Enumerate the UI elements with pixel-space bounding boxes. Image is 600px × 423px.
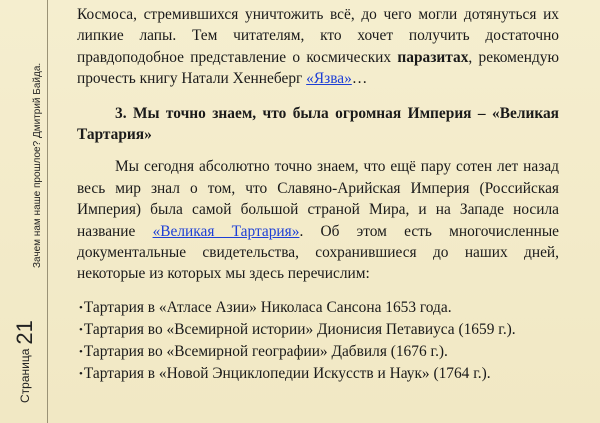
sources-list bbox=[77, 297, 559, 385]
list-item bbox=[79, 341, 559, 363]
bullet: • bbox=[79, 323, 83, 336]
page-word: Страница bbox=[18, 348, 32, 403]
page-content bbox=[77, 4, 559, 385]
paragraph-text: Космоса, стремившихся уничтожить всё, до чего могли дотянуться их липкие лапы. Тем читателям, кто хочет получить достаточно правдоподобное представление о космических bbox=[77, 6, 559, 66]
list-item bbox=[79, 297, 559, 319]
list-item-text: Тартария во «Всемирной географии» Дабвиля (1676 г.). bbox=[83, 342, 448, 360]
list-item-text: Тартария в «Новой Энциклопедии Искусств и Наук» (1764 г.). bbox=[83, 364, 491, 382]
paragraph-text: Мы сегодня абсолютно точно знаем, что ещё пару сотен лет назад весь мир знал о том, что Славяно-Арийская Империя (Российская Империя) была самой большой страной Мира, и на Западе носила название bbox=[77, 158, 559, 240]
page-margin bbox=[0, 0, 46, 423]
book-link-yazva[interactable]: «Язва» bbox=[306, 70, 352, 88]
list-item bbox=[79, 363, 559, 385]
bullet: • bbox=[79, 301, 83, 314]
running-title: Зачем нам наше прошлое? Дмитрий Байда. bbox=[32, 62, 43, 268]
list-item bbox=[79, 319, 559, 341]
link-great-tartaria[interactable]: «Великая Тартария» bbox=[152, 222, 300, 240]
section-heading: 3. Мы точно знаем, что была огромная Империя – «Великая Тартария» bbox=[77, 104, 559, 144]
list-item-text: Тартария в «Атласе Азии» Николаса Сансона 1653 года. bbox=[83, 298, 452, 316]
paragraph-text: , рекомендую прочесть книгу Натали Хеннеберг bbox=[77, 48, 559, 88]
paragraph-text: … bbox=[351, 70, 368, 88]
page-number-label bbox=[12, 320, 38, 403]
paragraph-continuation bbox=[77, 4, 559, 90]
margin-rule bbox=[47, 0, 48, 423]
bold-term: паразитах bbox=[397, 48, 469, 66]
bullet: • bbox=[79, 367, 83, 380]
list-item-text: Тартария во «Всемирной истории» Дионисия Петавиуса (1659 г.). bbox=[83, 320, 516, 338]
page-number: 21 bbox=[12, 320, 37, 345]
bullet: • bbox=[79, 345, 83, 358]
paragraph-text: . Об этом есть многочисленные документальные свидетельства, сохранившиеся до наших дней, некоторые из которых мы здесь перечислим: bbox=[77, 222, 559, 283]
paragraph-tartaria bbox=[77, 156, 559, 284]
